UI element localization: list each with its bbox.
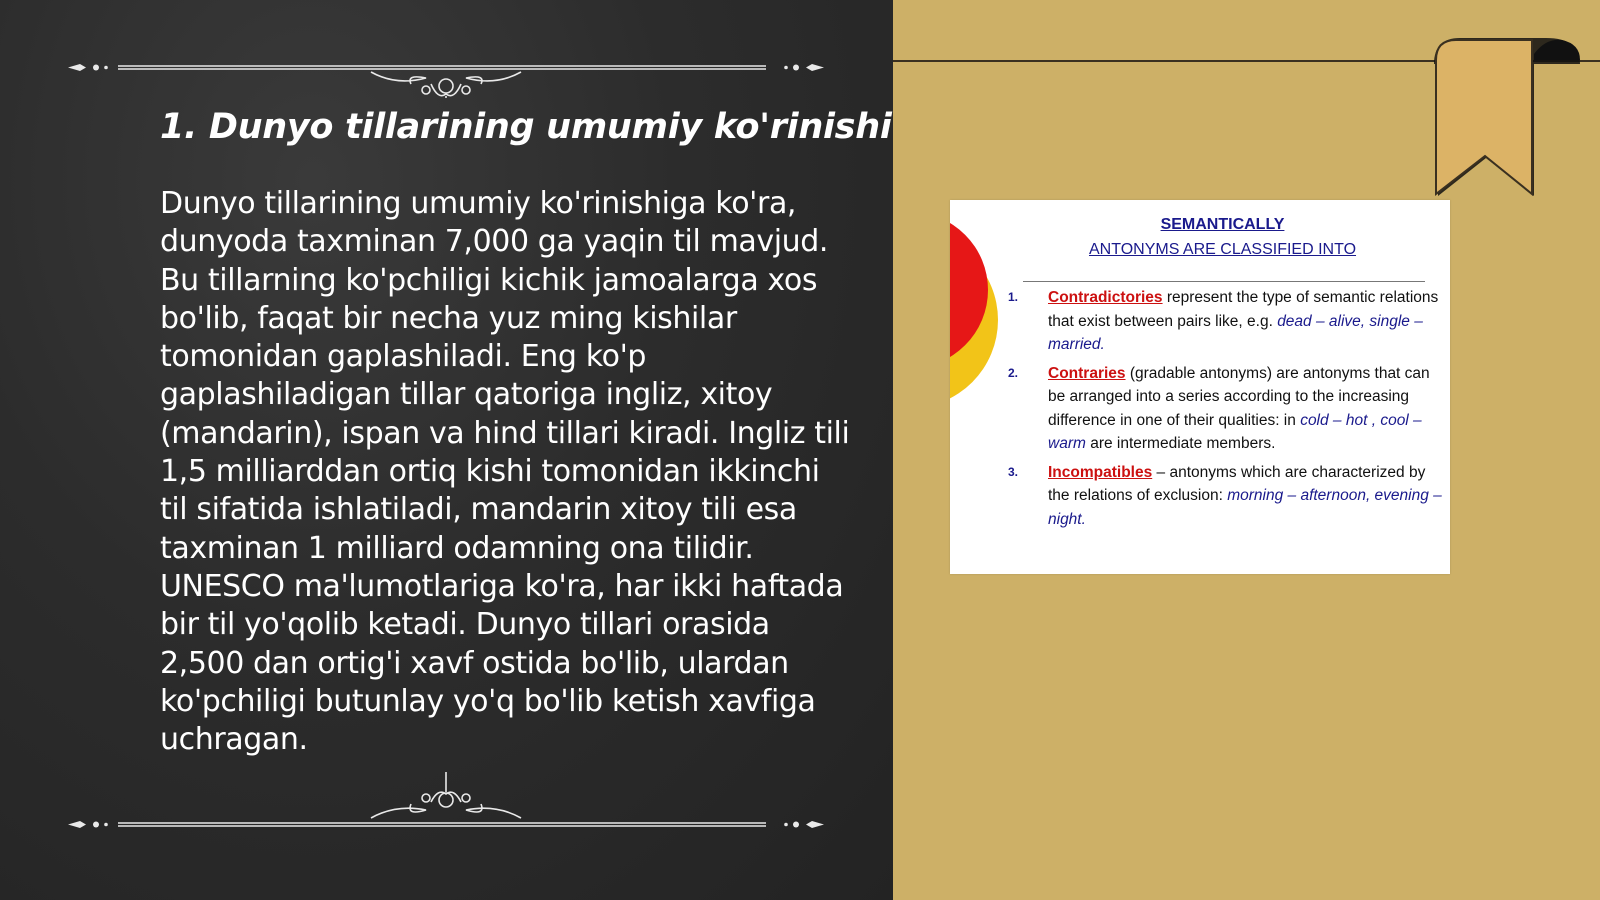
item-example: dead – alive, single – married. — [1048, 312, 1423, 353]
item-text: (gradable antonyms) are antonyms that can be arranged into a series according to the increasing difference in one of their qualities: in — [1048, 364, 1430, 429]
list-item — [1006, 362, 1446, 456]
item-number: 3. — [1008, 464, 1019, 479]
ornament-divider-bottom — [66, 770, 826, 830]
list-item — [1006, 461, 1446, 532]
card-heading-classified: ANTONYMS ARE CLASSIFIED INTO — [1088, 241, 1357, 258]
ornament-divider-top — [66, 38, 826, 98]
slide-title: 1. Dunyo tillarining umumiy ko'rinishi — [160, 107, 892, 147]
item-term: Contradictories — [1048, 289, 1163, 306]
list-item — [1006, 286, 1446, 357]
item-text: – antonyms which are characterized by the relations of exclusion: — [1048, 463, 1426, 504]
item-example: cold – hot , cool – warm — [1048, 411, 1422, 452]
card-divider — [1023, 281, 1425, 282]
red-yellow-circles-icon — [950, 200, 1010, 400]
item-text: represent the type of semantic relations that exist between pairs like, e.g. — [1048, 289, 1439, 330]
item-number: 2. — [1008, 365, 1019, 380]
item-term: Incompatibles — [1048, 463, 1153, 481]
antonyms-card — [950, 200, 1450, 574]
item-term: Contraries — [1048, 364, 1126, 382]
item-tail: are intermediate members. — [1085, 435, 1276, 452]
bookmark-ribbon-icon — [1434, 36, 1580, 202]
slide-body-text: Dunyo tillarining umumiy ko'rinishiga ko'ra, dunyoda taxminan 7,000 ga yaqin til mavjud. Bu tillarning ko'pchiligi kichik jamoalarga xos bo'lib, faqat bir necha yuz ming kishilar tomonidan gaplashiladi. Eng ko'p gaplashiladigan tillar qatoriga ingliz, xitoy (mandarin), ispan va hind tillari kiradi. Ingliz tili 1,5 milliarddan ortiq kishi tomonidan ikkinchi til sifatida ishlatiladi, mandarin xitoy tili esa taxminan 1 milliard odamning ona tilidir. UNESCO ma'lumotlariga ko'ra, har ikki haftada bir til yo'qolib ketadi. Dunyo tillari orasida 2,500 dan ortig'i xavf ostida bo'lib, ulardan ko'pchiligi butunlay yo'q bo'lib ketish xavfiga uchragan. — [160, 186, 850, 758]
item-number: 1. — [1008, 290, 1019, 304]
antonym-types-list — [1006, 286, 1446, 536]
card-heading-semantically: SEMANTICALLY — [1160, 216, 1285, 233]
item-example: morning – afternoon, evening – night. — [1048, 487, 1442, 528]
